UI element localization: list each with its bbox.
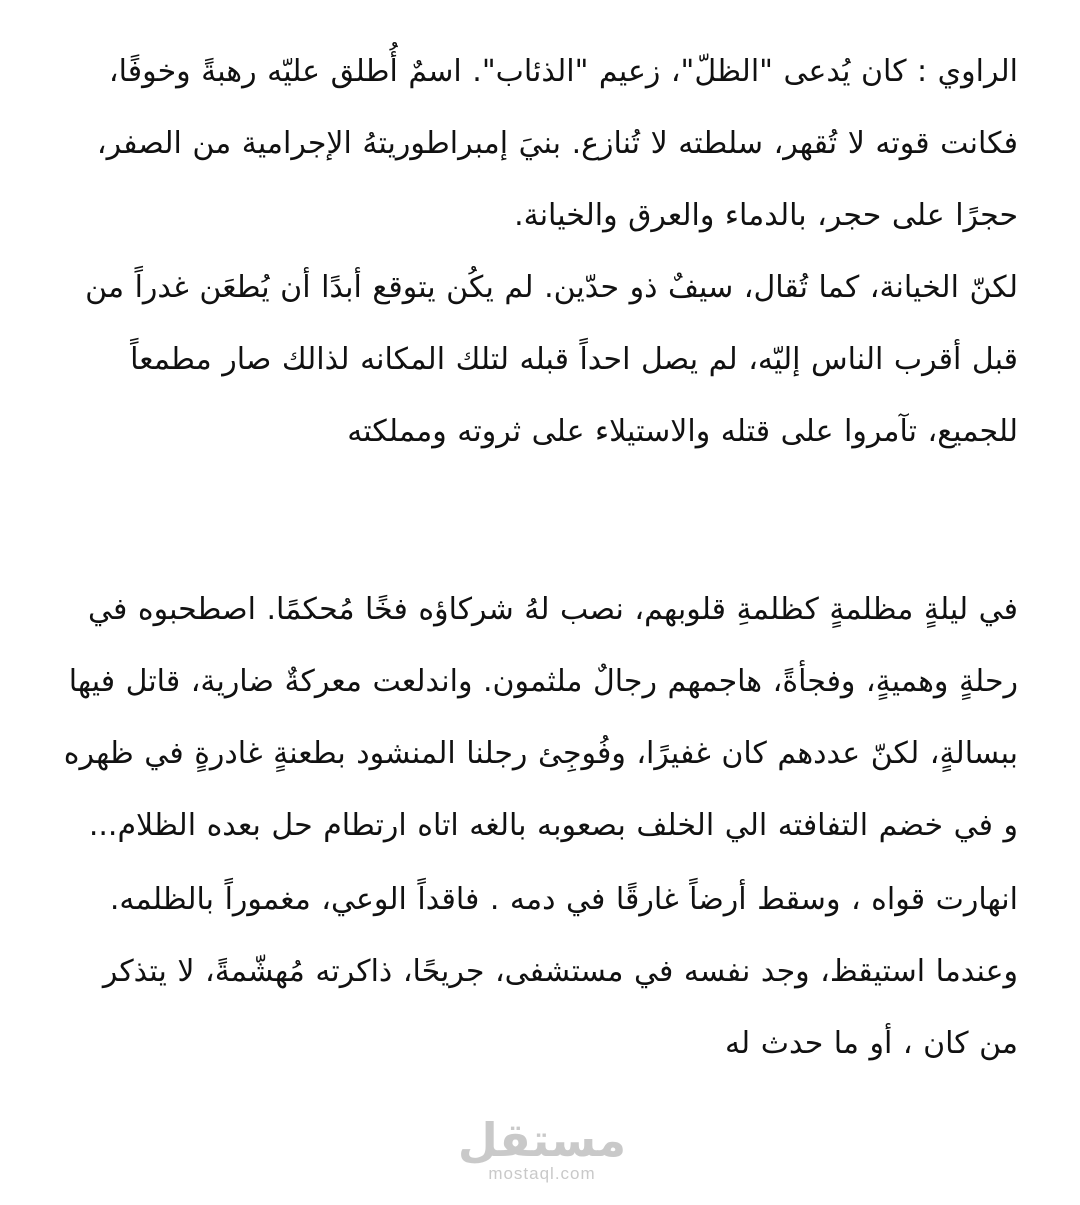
- paragraph-night-attack: في ليلةٍ مظلمةٍ كظلمةِ قلوبهم، نصب لهُ شركاؤه فخًا مُحكمًا. اصطحبوه في رحلةٍ وهميةٍ، وفجأةً، هاجمهم رجالٌ ملثمون. واندلعت معركةٌ ضارية، قاتل فيها ببسالةٍ، لكنّ عددهم كان غفيرًا، وفُوجِئ رجلنا المنشود بطعنةٍ غادرةٍ في ظهره و في خضم التفافته الي الخلف بصعوبه بالغه اتاه ارتطام حل بعده الظلام...: [63, 592, 1018, 843]
- section-gap: [62, 468, 1018, 574]
- watermark-arabic-text: مستقل: [457, 1113, 627, 1167]
- watermark-latin-text: mostaql.com: [488, 1164, 596, 1183]
- paragraph-intro: الراوي : كان يُدعى "الظلّ"، زعيم "الذئاب". اسمٌ أُطلق عليّه رهبةً وخوفًا، فكانت قوته لا تُقهر، سلطته لا تُنازع. بنيَ إمبراطوريتهُ الإجرامية من الصفر، حجرًا على حجر، بالدماء والعرق والخيانة.: [96, 54, 1018, 233]
- mostaql-watermark: [452, 1115, 632, 1183]
- paragraph-awakening: انهارت قواه ، وسقط أرضاً غارقًا في دمه . فاقداً الوعي، مغموراً بالظلمه. وعندما استيقظ، وجد نفسه في مستشفى، جريحًا، ذاكرته مُهشّمةً، لا يتذكر من كان ، أو ما حدث له: [102, 882, 1018, 1061]
- paragraph-betrayal: لكنّ الخيانة، كما تُقال، سيفٌ ذو حدّين. لم يكُن يتوقع أبدًا أن يُطعَن غدراً من قبل أقرب الناس إليّه، لم يصل احداً قبله لتلك المكانه لذالك صار مطمعاً للجميع، تآمروا على قتله والاستيلاء على ثروته ومملكته: [85, 270, 1018, 449]
